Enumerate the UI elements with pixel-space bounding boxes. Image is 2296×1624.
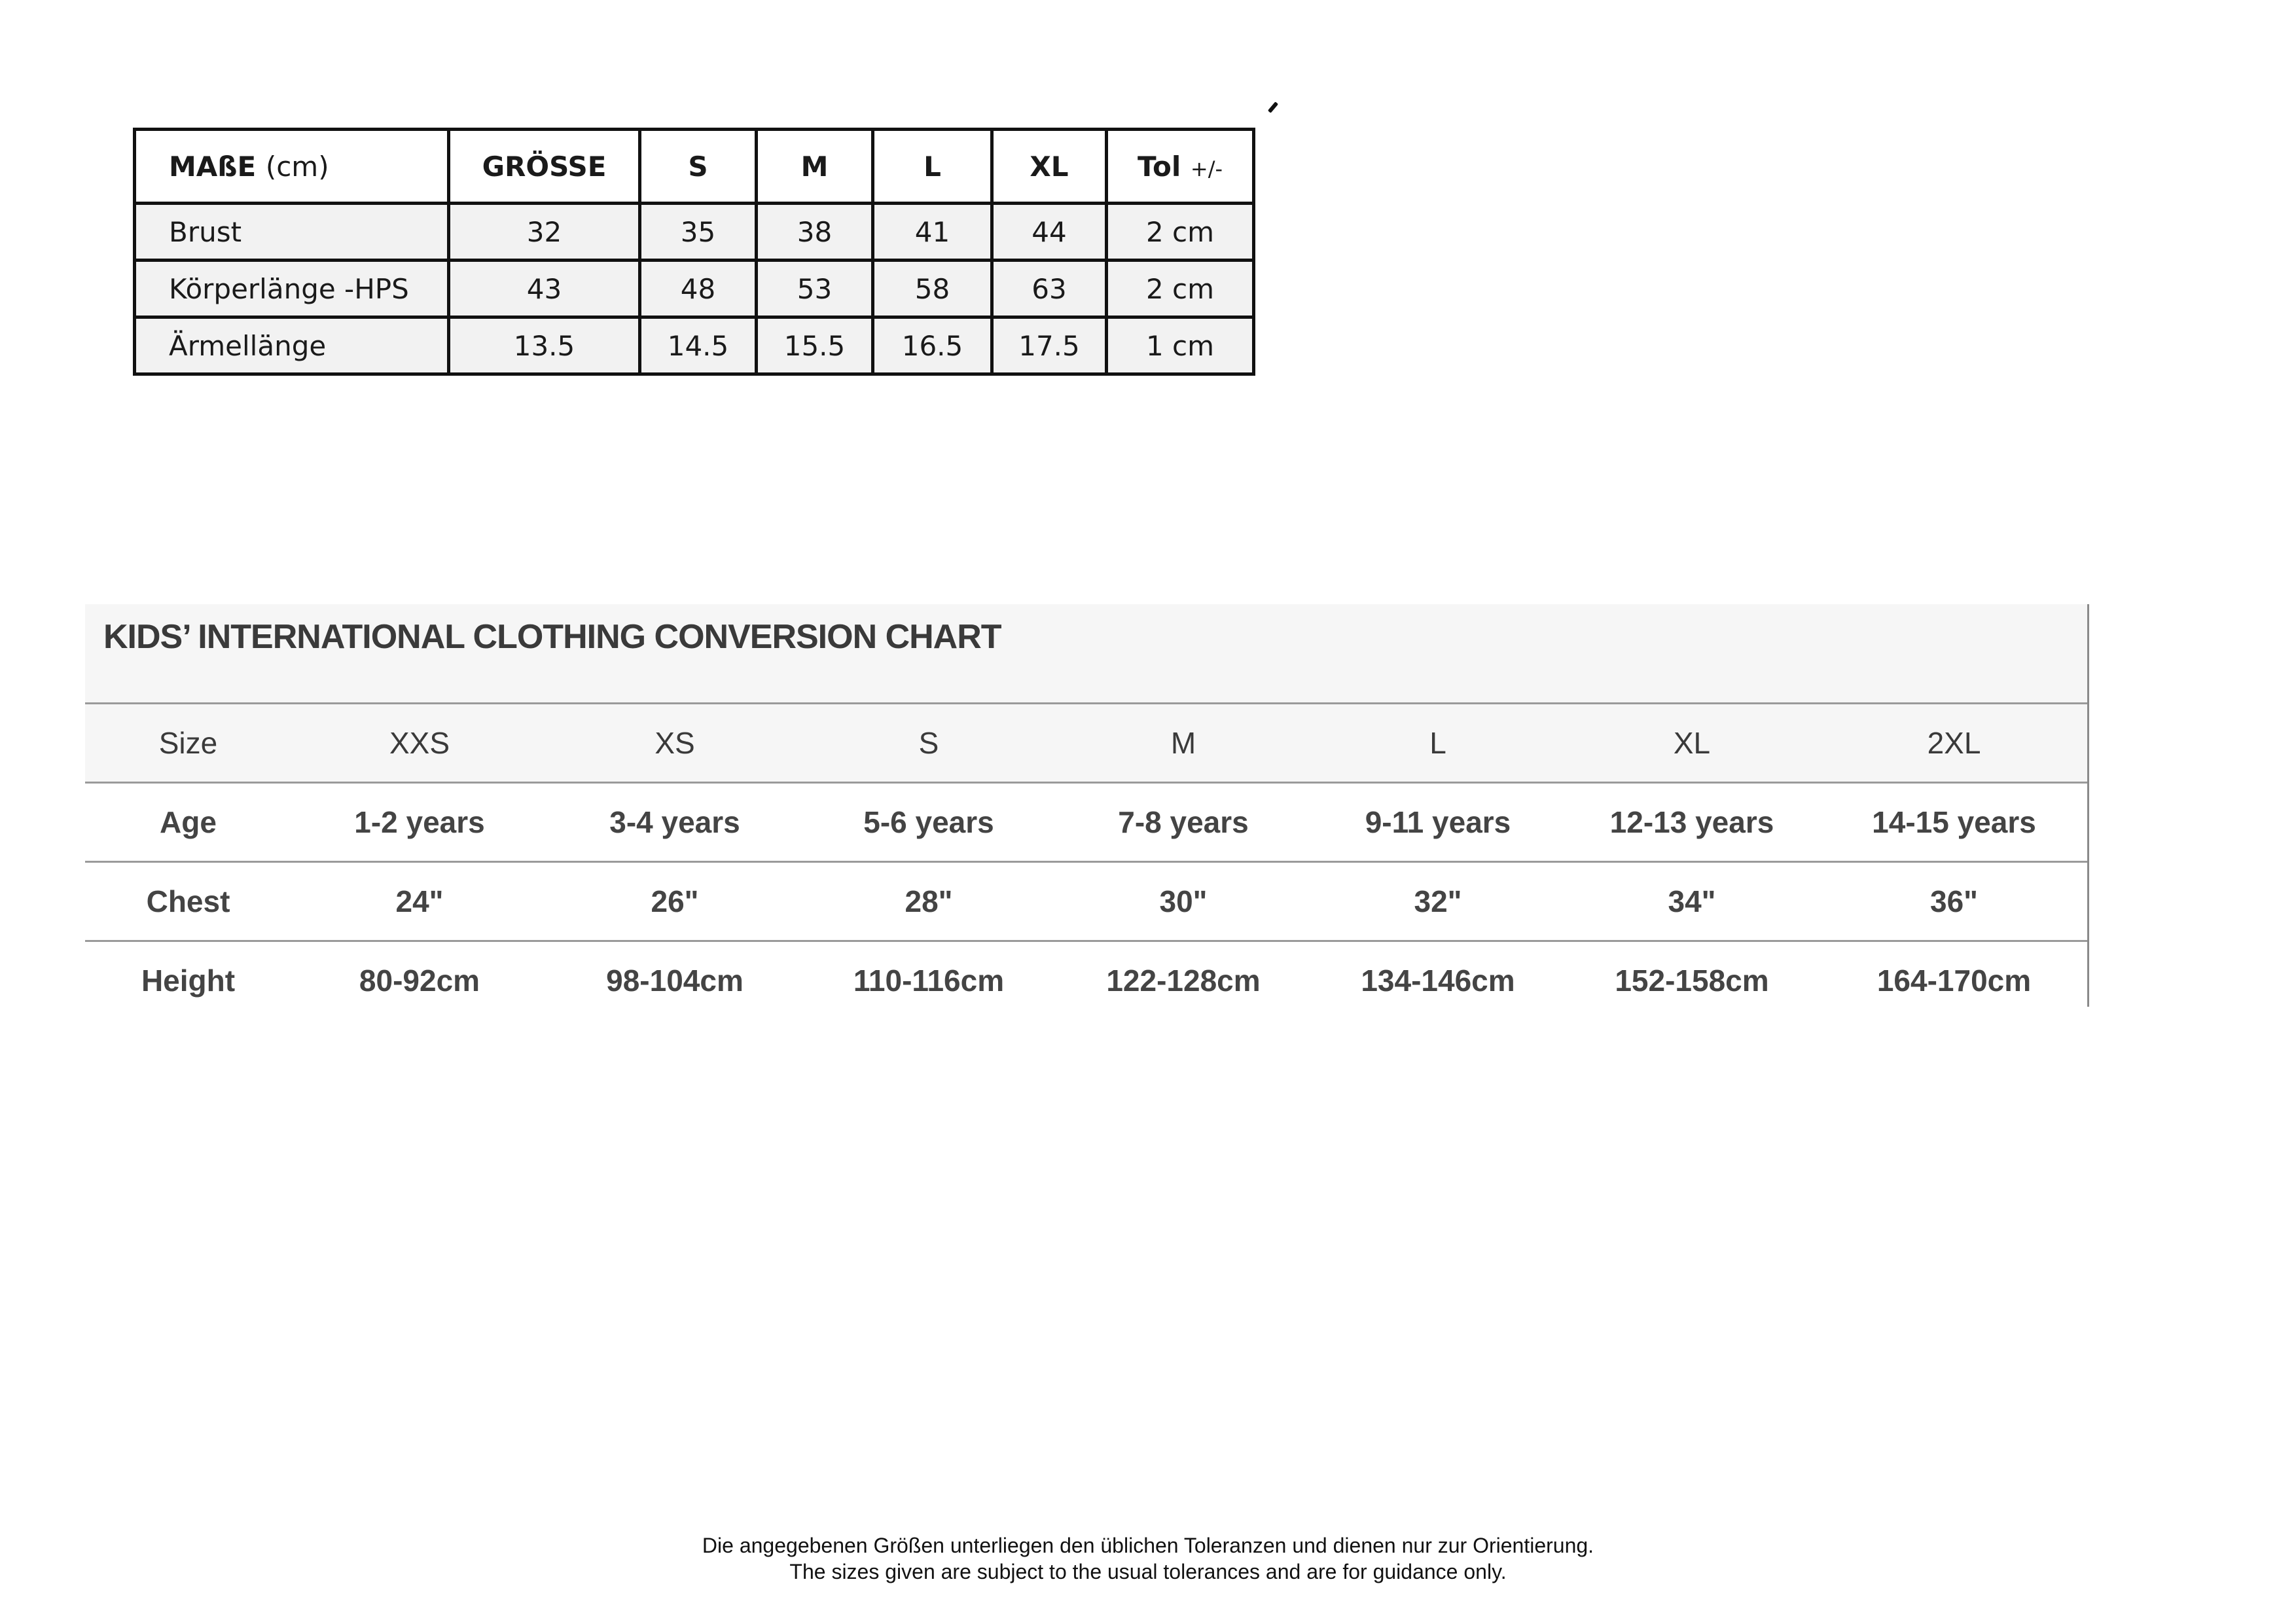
table-cell: 35 xyxy=(640,204,757,261)
measurements-header-row xyxy=(135,130,1254,204)
kids-table xyxy=(85,702,2089,1019)
row-label: Chest xyxy=(85,862,291,941)
table-cell: 5-6 years xyxy=(802,783,1056,862)
table-cell: L xyxy=(1311,704,1565,783)
table-cell: 32 xyxy=(449,204,640,261)
pen-mark xyxy=(1268,101,1278,113)
table-cell: 17.5 xyxy=(992,317,1107,374)
header-tolerance: Tol +/- xyxy=(1107,130,1254,204)
footnote-english: The sizes given are subject to the usual tolerances and are for guidance only. xyxy=(789,1560,1507,1583)
table-cell: M xyxy=(1056,704,1311,783)
table-cell: XS xyxy=(548,704,802,783)
table-cell: 34" xyxy=(1565,862,1819,941)
table-cell: 38 xyxy=(757,204,873,261)
header-measures: MAßE (cm) xyxy=(135,130,449,204)
table-cell: 13.5 xyxy=(449,317,640,374)
header-size: GRÖSSE xyxy=(449,130,640,204)
table-cell: 2 cm xyxy=(1107,204,1254,261)
height-row xyxy=(85,941,2089,1020)
table-cell: 16.5 xyxy=(873,317,992,374)
table-cell: 98-104cm xyxy=(548,941,802,1020)
right-border xyxy=(2087,604,2089,1007)
table-cell: XXS xyxy=(291,704,548,783)
table-cell: 152-158cm xyxy=(1565,941,1819,1020)
size-row xyxy=(85,704,2089,783)
table-cell: 3-4 years xyxy=(548,783,802,862)
table-cell: 80-92cm xyxy=(291,941,548,1020)
header-l: L xyxy=(873,130,992,204)
table-cell: 2XL xyxy=(1819,704,2089,783)
row-label: Brust xyxy=(135,204,449,261)
table-cell: 164-170cm xyxy=(1819,941,2089,1020)
footnote-german: Die angegebenen Größen unterliegen den üblichen Toleranzen und dienen nur zur Orientierung. xyxy=(702,1534,1594,1557)
table-cell: 24" xyxy=(291,862,548,941)
row-label: Age xyxy=(85,783,291,862)
table-cell: 30" xyxy=(1056,862,1311,941)
table-cell: 63 xyxy=(992,261,1107,317)
table-cell: 7-8 years xyxy=(1056,783,1311,862)
table-cell: 2 cm xyxy=(1107,261,1254,317)
table-row xyxy=(135,317,1254,374)
table-cell: 32" xyxy=(1311,862,1565,941)
table-cell: 41 xyxy=(873,204,992,261)
table-cell: 14-15 years xyxy=(1819,783,2089,862)
table-row xyxy=(135,204,1254,261)
header-s: S xyxy=(640,130,757,204)
row-label: Height xyxy=(85,941,291,1020)
table-cell: 15.5 xyxy=(757,317,873,374)
table-cell: 44 xyxy=(992,204,1107,261)
row-label: Ärmellänge xyxy=(135,317,449,374)
table-cell: 48 xyxy=(640,261,757,317)
table-row xyxy=(135,261,1254,317)
chest-row xyxy=(85,862,2089,941)
measurements-table xyxy=(133,128,1255,376)
table-cell: 134-146cm xyxy=(1311,941,1565,1020)
row-label: Size xyxy=(85,704,291,783)
table-cell: 26" xyxy=(548,862,802,941)
table-cell: 36" xyxy=(1819,862,2089,941)
header-m: M xyxy=(757,130,873,204)
header-xl: XL xyxy=(992,130,1107,204)
table-cell: XL xyxy=(1565,704,1819,783)
chart-title: KIDS’ INTERNATIONAL CLOTHING CONVERSION CHART xyxy=(103,618,1001,656)
table-cell: 122-128cm xyxy=(1056,941,1311,1020)
table-cell: 43 xyxy=(449,261,640,317)
table-cell: 14.5 xyxy=(640,317,757,374)
table-cell: 58 xyxy=(873,261,992,317)
table-cell: 1 cm xyxy=(1107,317,1254,374)
table-cell: 1-2 years xyxy=(291,783,548,862)
table-cell: 53 xyxy=(757,261,873,317)
table-cell: 9-11 years xyxy=(1311,783,1565,862)
table-cell: 12-13 years xyxy=(1565,783,1819,862)
table-cell: 28" xyxy=(802,862,1056,941)
table-cell: S xyxy=(802,704,1056,783)
kids-conversion-chart xyxy=(85,604,2089,1007)
row-label: Körperlänge -HPS xyxy=(135,261,449,317)
table-cell: 110-116cm xyxy=(802,941,1056,1020)
age-row xyxy=(85,783,2089,862)
